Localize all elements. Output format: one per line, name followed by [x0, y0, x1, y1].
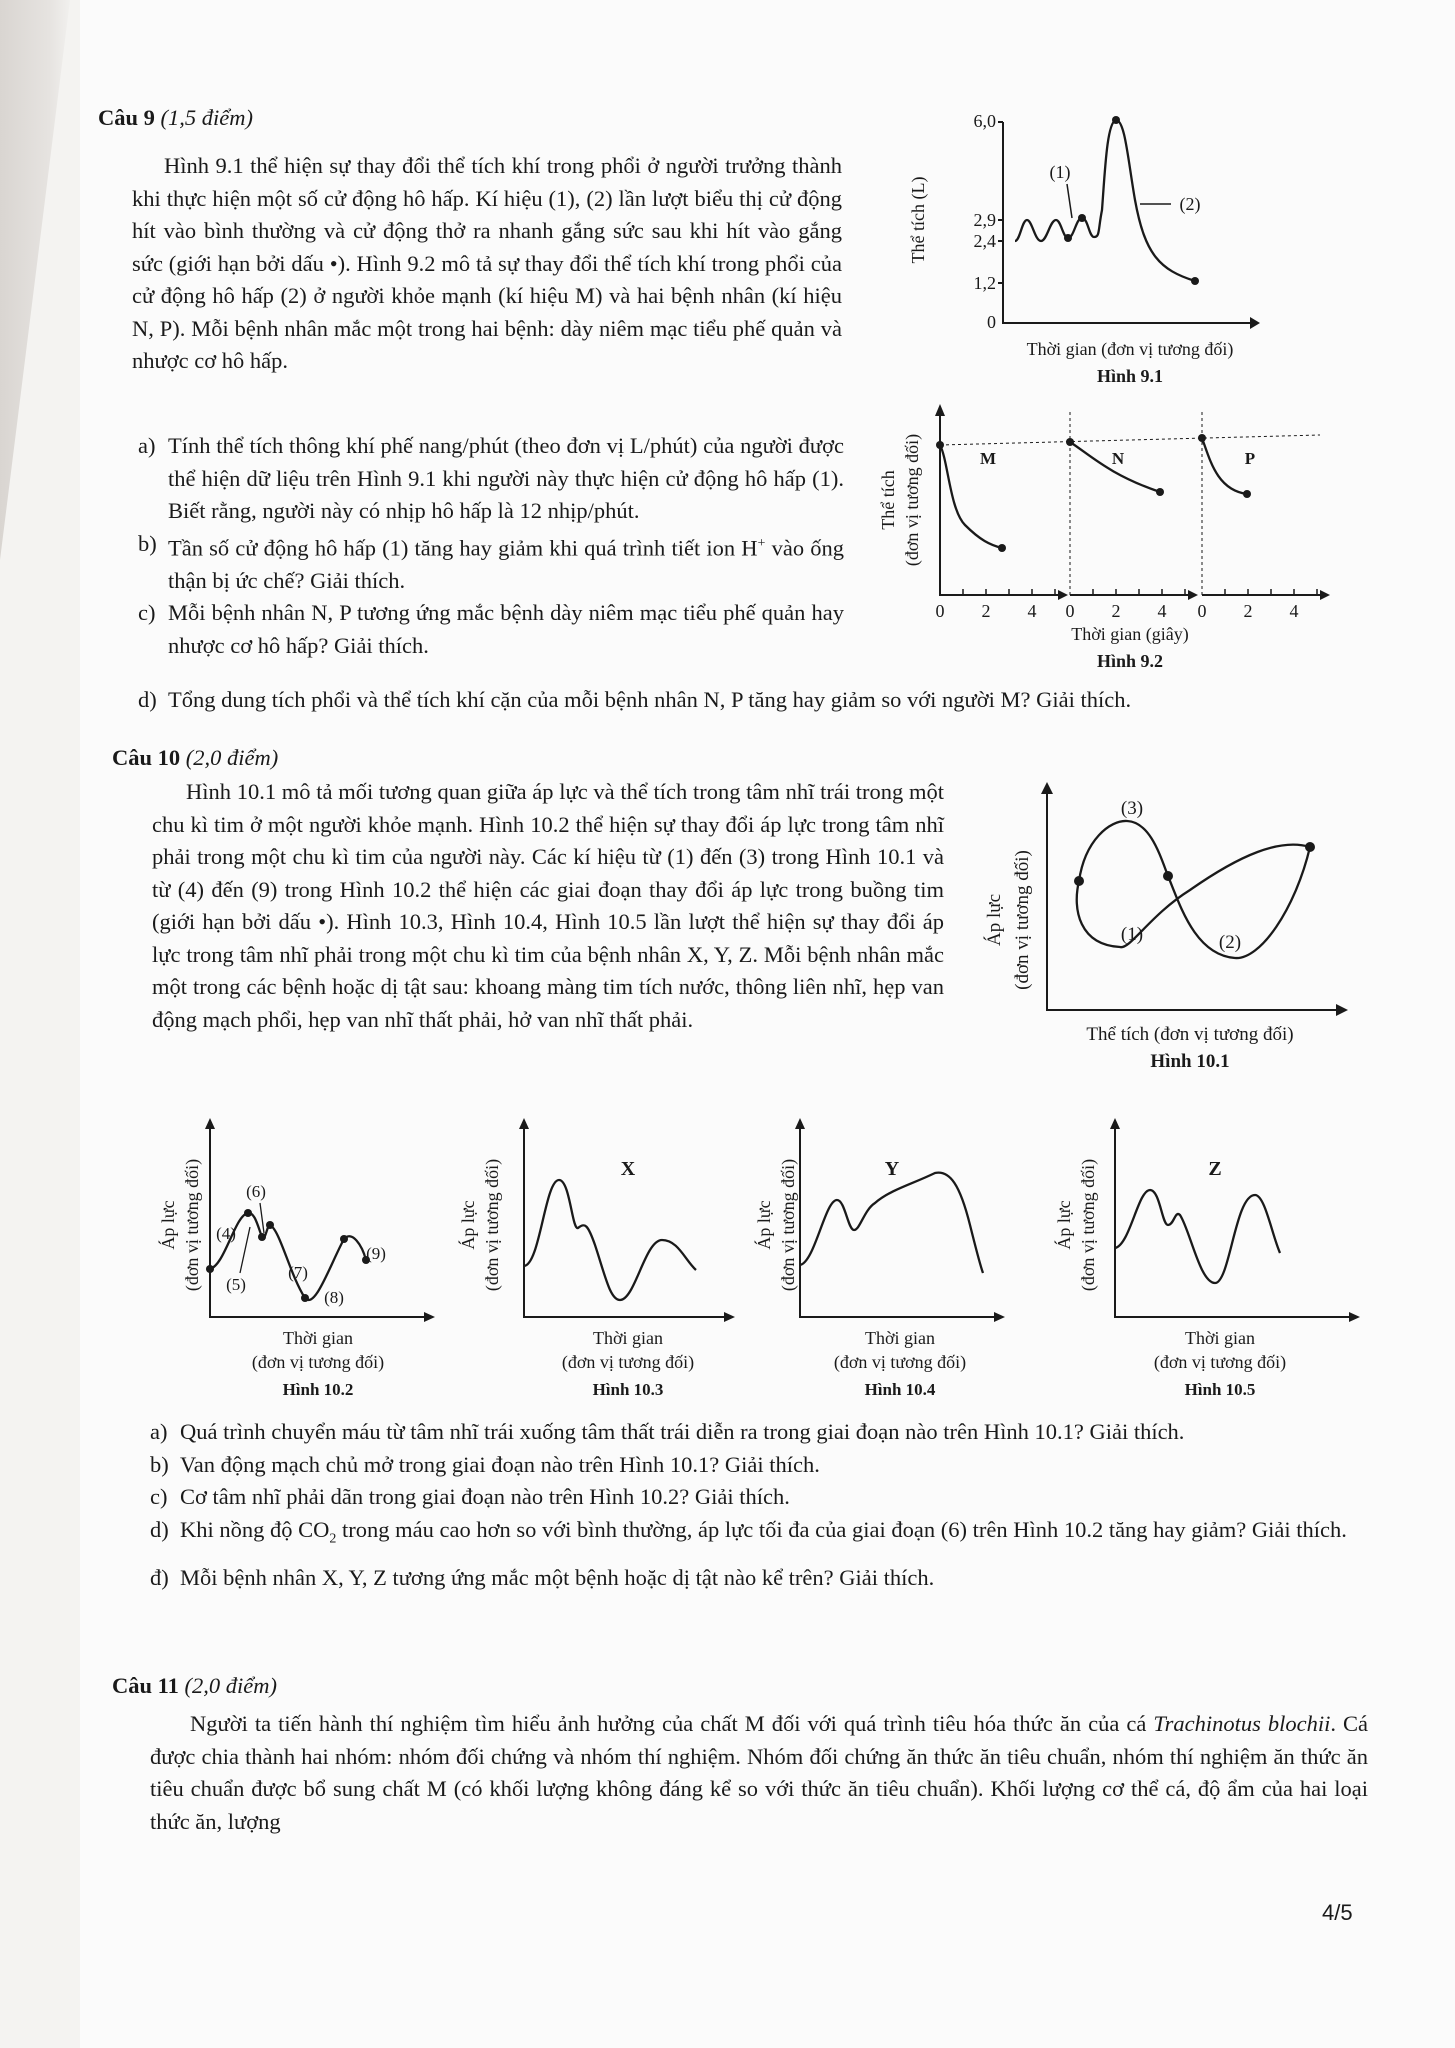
fig9-2-ylabel-1: Thể tích [878, 470, 898, 530]
fig9-1-label-2: (2) [1179, 194, 1201, 214]
fig9-1-marker [1078, 214, 1086, 222]
q10-heading [112, 742, 278, 775]
fig10-5-xlabel-2: (đơn vị tương đối) [1153, 1352, 1287, 1372]
fig10-2-xlabel-1: Thời gian [282, 1328, 354, 1348]
fig9-1-marker [1191, 277, 1199, 285]
fig10-4-caption: Hình 10.4 [864, 1380, 936, 1399]
fig10-5-xlabel-1: Thời gian [1184, 1328, 1256, 1348]
fig10-2-label-9: (9) [366, 1244, 386, 1263]
fig9-2-panel-title: P [1244, 449, 1256, 468]
fig10-1-label-2: (2) [1218, 932, 1242, 953]
figure-10-5-svg [1040, 1115, 1360, 1405]
fig10-2-ylabel-1: Áp lực [158, 1200, 178, 1250]
fig9-1-marker [1064, 234, 1072, 242]
fig10-1-axes [1047, 790, 1340, 1010]
fig10-4-ylabel-1: Áp lực [754, 1200, 774, 1250]
figure-10-3 [440, 1115, 740, 1410]
q10-item-a: a) Quá trình chuyển máu từ tâm nhĩ trái xuống tâm thất trái diễn ra trong giai đoạn nào trên Hình 10.1? Giải thích. [150, 1419, 1185, 1444]
fig10-1-ylabel-1: Áp lực [984, 894, 1005, 946]
q9-title: Câu 9 [98, 105, 155, 130]
fig9-2-xlabel: Thời gian (giây) [1071, 624, 1189, 644]
fig9-2-marker [1198, 434, 1206, 442]
figure-10-4 [740, 1115, 1040, 1410]
fig9-1-caption: Hình 9.1 [1096, 366, 1164, 386]
fig10-5-ylabel-1: Áp lực [1054, 1200, 1074, 1250]
figure-10-2-svg [140, 1115, 440, 1405]
figure-9-1-svg [900, 100, 1340, 400]
fig10-2-label-6: (6) [246, 1182, 266, 1201]
figure-10-5 [1040, 1115, 1360, 1410]
fig10-3-arrows [519, 1118, 735, 1322]
fig9-2-axis [940, 412, 1060, 595]
fig10-2-caption: Hình 10.2 [282, 1380, 354, 1399]
fig9-2-marker [1066, 438, 1074, 446]
fig10-2-label-5: (5) [226, 1275, 246, 1294]
fig10-1-x-arrow [1336, 1004, 1348, 1016]
q9-item-d: d) Tổng dung tích phổi và thể tích khí cặn của mỗi bệnh nhân N, P tăng hay giảm so với người M? Giải thích. [138, 687, 1132, 712]
fig10-4-xlabel-1: Thời gian [864, 1328, 936, 1348]
fig9-2-xtick: 0 [1065, 601, 1075, 621]
fig9-1-ytick: 1,2 [973, 273, 996, 293]
fig9-1-x-arrow [1250, 317, 1260, 329]
figure-10-1 [960, 780, 1360, 1085]
fig9-1-ylabel: Thể tích (L) [908, 176, 928, 264]
fig9-1-xlabel: Thời gian (đơn vị tương đối) [1026, 339, 1234, 359]
figure-9-2-svg [860, 400, 1340, 690]
fig10-2-xlabel-2: (đơn vị tương đối) [251, 1352, 385, 1372]
fig10-2-ylabel-2: (đơn vị tương đối) [182, 1158, 202, 1292]
fig10-3-title: X [620, 1158, 636, 1180]
q10-item-dd: đ) Mỗi bệnh nhân X, Y, Z tương ứng mắc một bệnh hoặc dị tật nào kể trên? Giải thích. [150, 1564, 935, 1590]
figure-10-1-svg [960, 780, 1360, 1080]
fig10-5-arrows [1110, 1118, 1360, 1322]
fig10-1-marker [1163, 871, 1173, 881]
fig10-5-pressure-curve [1115, 1190, 1280, 1283]
page-binding-shadow [0, 0, 70, 2048]
fig9-1-volume-curve [1015, 120, 1195, 281]
fig9-2-xtick: 4 [1289, 601, 1299, 621]
fig9-2-xtick: 4 [1157, 601, 1167, 621]
fig9-2-marker [1156, 488, 1164, 496]
q9-heading [98, 102, 253, 135]
fig9-2-marker [998, 544, 1006, 552]
fig9-2-x-arrow [1320, 590, 1330, 600]
fig9-2-xtick: 2 [1111, 601, 1121, 621]
fig9-1-marker [1112, 116, 1120, 124]
q9-item-b: b) Tần số cử động hô hấp (1) tăng hay giảm khi quá trình tiết ion H+ vào ống thận bị ức chế? Giải thích. [138, 530, 844, 593]
fig9-2-curve-P [1202, 438, 1247, 494]
q11-points: (2,0 điểm) [184, 1673, 278, 1698]
fig10-5-ylabel-2: (đơn vị tương đối) [1078, 1158, 1098, 1292]
species-name: Trachinotus blochii [1153, 1711, 1331, 1736]
q10-intro: Hình 10.1 mô tả mối tương quan giữa áp lực và thể tích trong tâm nhĩ trái trong một chu kì tim ở một người khỏe mạnh. Hình 10.2 thể hiện sự thay đổi áp lực trong tâm nhĩ phải trong một chu kì tim của người này. Các kí hiệu từ (1) đến (3) trong Hình 10.1 và từ (4) đến (9) trong Hình 10.2 thể hiện các giai đoạn thay đổi áp lực trong buồng tim (giới hạn bởi dấu •). Hình 10.3, Hình 10.4, Hình 10.5 lần lượt thể hiện sự thay đổi áp lực trong tâm nhĩ phải trong một chu kì tim của bệnh nhân X, Y, Z. Mỗi bệnh nhân mắc một trong các bệnh hoặc dị tật sau: khoang màng tim tích nước, thông liên nhĩ, hẹp van động mạch phổi, hẹp van nhĩ thất phải, hở van nhĩ thất phải. [152, 779, 944, 1032]
q9-item-a: a) Tính thể tích thông khí phế nang/phút (theo đơn vị L/phút) của người được thể hiện dữ liệu trên Hình 9.1 khi người này thực hiện cử động hô hấp (1). Biết rằng, người này có nhịp hô hấp là 12 nhịp/phút. [138, 433, 844, 523]
fig10-3-xlabel-2: (đơn vị tương đối) [561, 1352, 695, 1372]
fig10-5-axes [1115, 1125, 1355, 1317]
q11-intro: Người ta tiến hành thí nghiệm tìm hiểu ảnh hưởng của chất M đối với quá trình tiêu hóa thức ăn của cá Trachinotus blochii. Cá được chia thành hai nhóm: nhóm đối chứng và nhóm thí nghiệm. Nhóm đối chứng ăn thức ăn tiêu chuẩn, nhóm thí nghiệm ăn thức ăn tiêu chuẩn được bổ sung chất M (có khối lượng không đáng kể so với thức ăn tiêu chuẩn). Khối lượng cơ thể cá, độ ẩm của hai loại thức ăn, lượng [150, 1711, 1369, 1834]
fig10-1-label-3: (3) [1120, 798, 1144, 819]
fig10-1-ylabel-2: (đơn vị tương đối) [1012, 850, 1033, 990]
fig10-1-pv-loop [1077, 821, 1310, 958]
q10-item-d: d) Khi nồng độ $CO_2$ trong máu cao hơn so với bình thường, áp lực tối đa của giai đoạn (6) trên Hình 10.2 tăng hay giảm? Giải thích. [150, 1516, 1347, 1546]
fig10-2-label-8: (8) [324, 1288, 344, 1307]
fig10-5-caption: Hình 10.5 [1184, 1380, 1256, 1399]
fig9-2-marker [936, 441, 944, 449]
fig9-2-ylabel-2: (đơn vị tương đối) [902, 433, 922, 567]
fig9-1-ytick: 2,9 [973, 210, 996, 230]
q11-heading [112, 1670, 277, 1703]
q10-points: (2,0 điểm) [185, 745, 279, 770]
fig9-1-ytick: 0 [987, 312, 996, 332]
figure-10-4-svg [740, 1115, 1040, 1405]
fig9-2-marker [1243, 490, 1251, 498]
fig9-2-x-arrow [1188, 590, 1198, 600]
fig10-4-title: Y [884, 1158, 900, 1180]
fig10-4-xlabel-2: (đơn vị tương đối) [833, 1352, 967, 1372]
fig9-2-reference-line [940, 435, 1320, 445]
fig10-3-ylabel-2: (đơn vị tương đối) [482, 1158, 502, 1292]
fig10-2-label-7: (7) [288, 1263, 308, 1282]
figure-10-3-svg [440, 1115, 740, 1405]
fig9-2-y-arrow [935, 404, 945, 416]
fig9-2-xtick: 2 [1243, 601, 1253, 621]
fig9-2-xtick: 0 [935, 601, 945, 621]
page-number: 4/5 [1322, 1900, 1353, 1925]
fig10-2-label-4: (4) [216, 1224, 236, 1243]
fig9-2-caption: Hình 9.2 [1096, 651, 1164, 671]
fig9-2-x-arrow [1058, 590, 1068, 600]
fig10-1-caption: Hình 10.1 [1150, 1051, 1230, 1072]
q10-title: Câu 10 [112, 745, 181, 770]
fig9-2-panel-title: N [1111, 449, 1125, 468]
fig9-2-xtick: 4 [1027, 601, 1037, 621]
fig10-4-ylabel-2: (đơn vị tương đối) [778, 1158, 798, 1292]
q9-item-c: c) Mỗi bệnh nhân N, P tương ứng mắc bệnh dày niêm mạc tiểu phế quản hay nhược cơ hô hấp? Giải thích. [138, 600, 844, 658]
fig9-2-xtick: 0 [1197, 601, 1207, 621]
fig9-1-ytick: 2,4 [973, 231, 996, 251]
fig10-1-marker [1305, 842, 1315, 852]
q9-points: (1,5 điểm) [160, 105, 253, 130]
fig9-2-xtick: 2 [981, 601, 991, 621]
fig9-2-panel-title: M [979, 449, 997, 468]
fig10-1-label-1: (1) [1120, 924, 1144, 945]
fig10-5-title: Z [1208, 1158, 1222, 1180]
fig9-1-ytick: 6,0 [973, 111, 996, 131]
figure-9-1 [900, 100, 1340, 405]
figure-9-2 [860, 400, 1340, 695]
figure-10-2 [140, 1115, 440, 1410]
fig10-1-y-arrow [1041, 782, 1053, 794]
fig10-4-pressure-curve [800, 1173, 983, 1273]
q9-intro: Hình 9.1 thể hiện sự thay đổi thể tích khí trong phổi ở người trưởng thành khi thực hiện một số cử động hô hấp. Kí hiệu (1), (2) lần lượt biểu thị cử động hít vào bình thường và cử động thở ra nhanh gắng sức sau khi hít vào gắng sức (giới hạn bởi dấu •). Hình 9.2 mô tả sự thay đổi thể tích khí trong phổi của cử động hô hấp (2) ở người khỏe mạnh (kí hiệu M) và hai bệnh nhân (kí hiệu N, P). Mỗi bệnh nhân mắc một trong hai bệnh: dày niêm mạc tiểu phế quản và nhược cơ hô hấp. [132, 153, 842, 373]
fig9-1-label-1: (1) [1049, 162, 1071, 182]
q11-title: Câu 11 [112, 1673, 179, 1698]
fig9-1-arrow-1 [1067, 184, 1072, 218]
fig10-3-axes [524, 1125, 730, 1317]
fig10-3-pressure-curve [524, 1180, 696, 1300]
q10-item-c: c) Cơ tâm nhĩ phải dãn trong giai đoạn nào trên Hình 10.2? Giải thích. [150, 1484, 790, 1509]
fig10-3-xlabel-1: Thời gian [592, 1328, 664, 1348]
fig10-1-xlabel: Thể tích (đơn vị tương đối) [1086, 1024, 1294, 1045]
fig10-3-ylabel-1: Áp lực [458, 1200, 478, 1250]
q10-item-b: b) Van động mạch chủ mở trong giai đoạn nào trên Hình 10.1? Giải thích. [150, 1451, 820, 1477]
fig10-3-caption: Hình 10.3 [592, 1380, 664, 1399]
q9-questions [138, 430, 844, 662]
q10-questions [150, 1416, 1370, 1594]
fig10-1-marker [1074, 876, 1084, 886]
fig10-4-arrows [795, 1118, 1005, 1322]
